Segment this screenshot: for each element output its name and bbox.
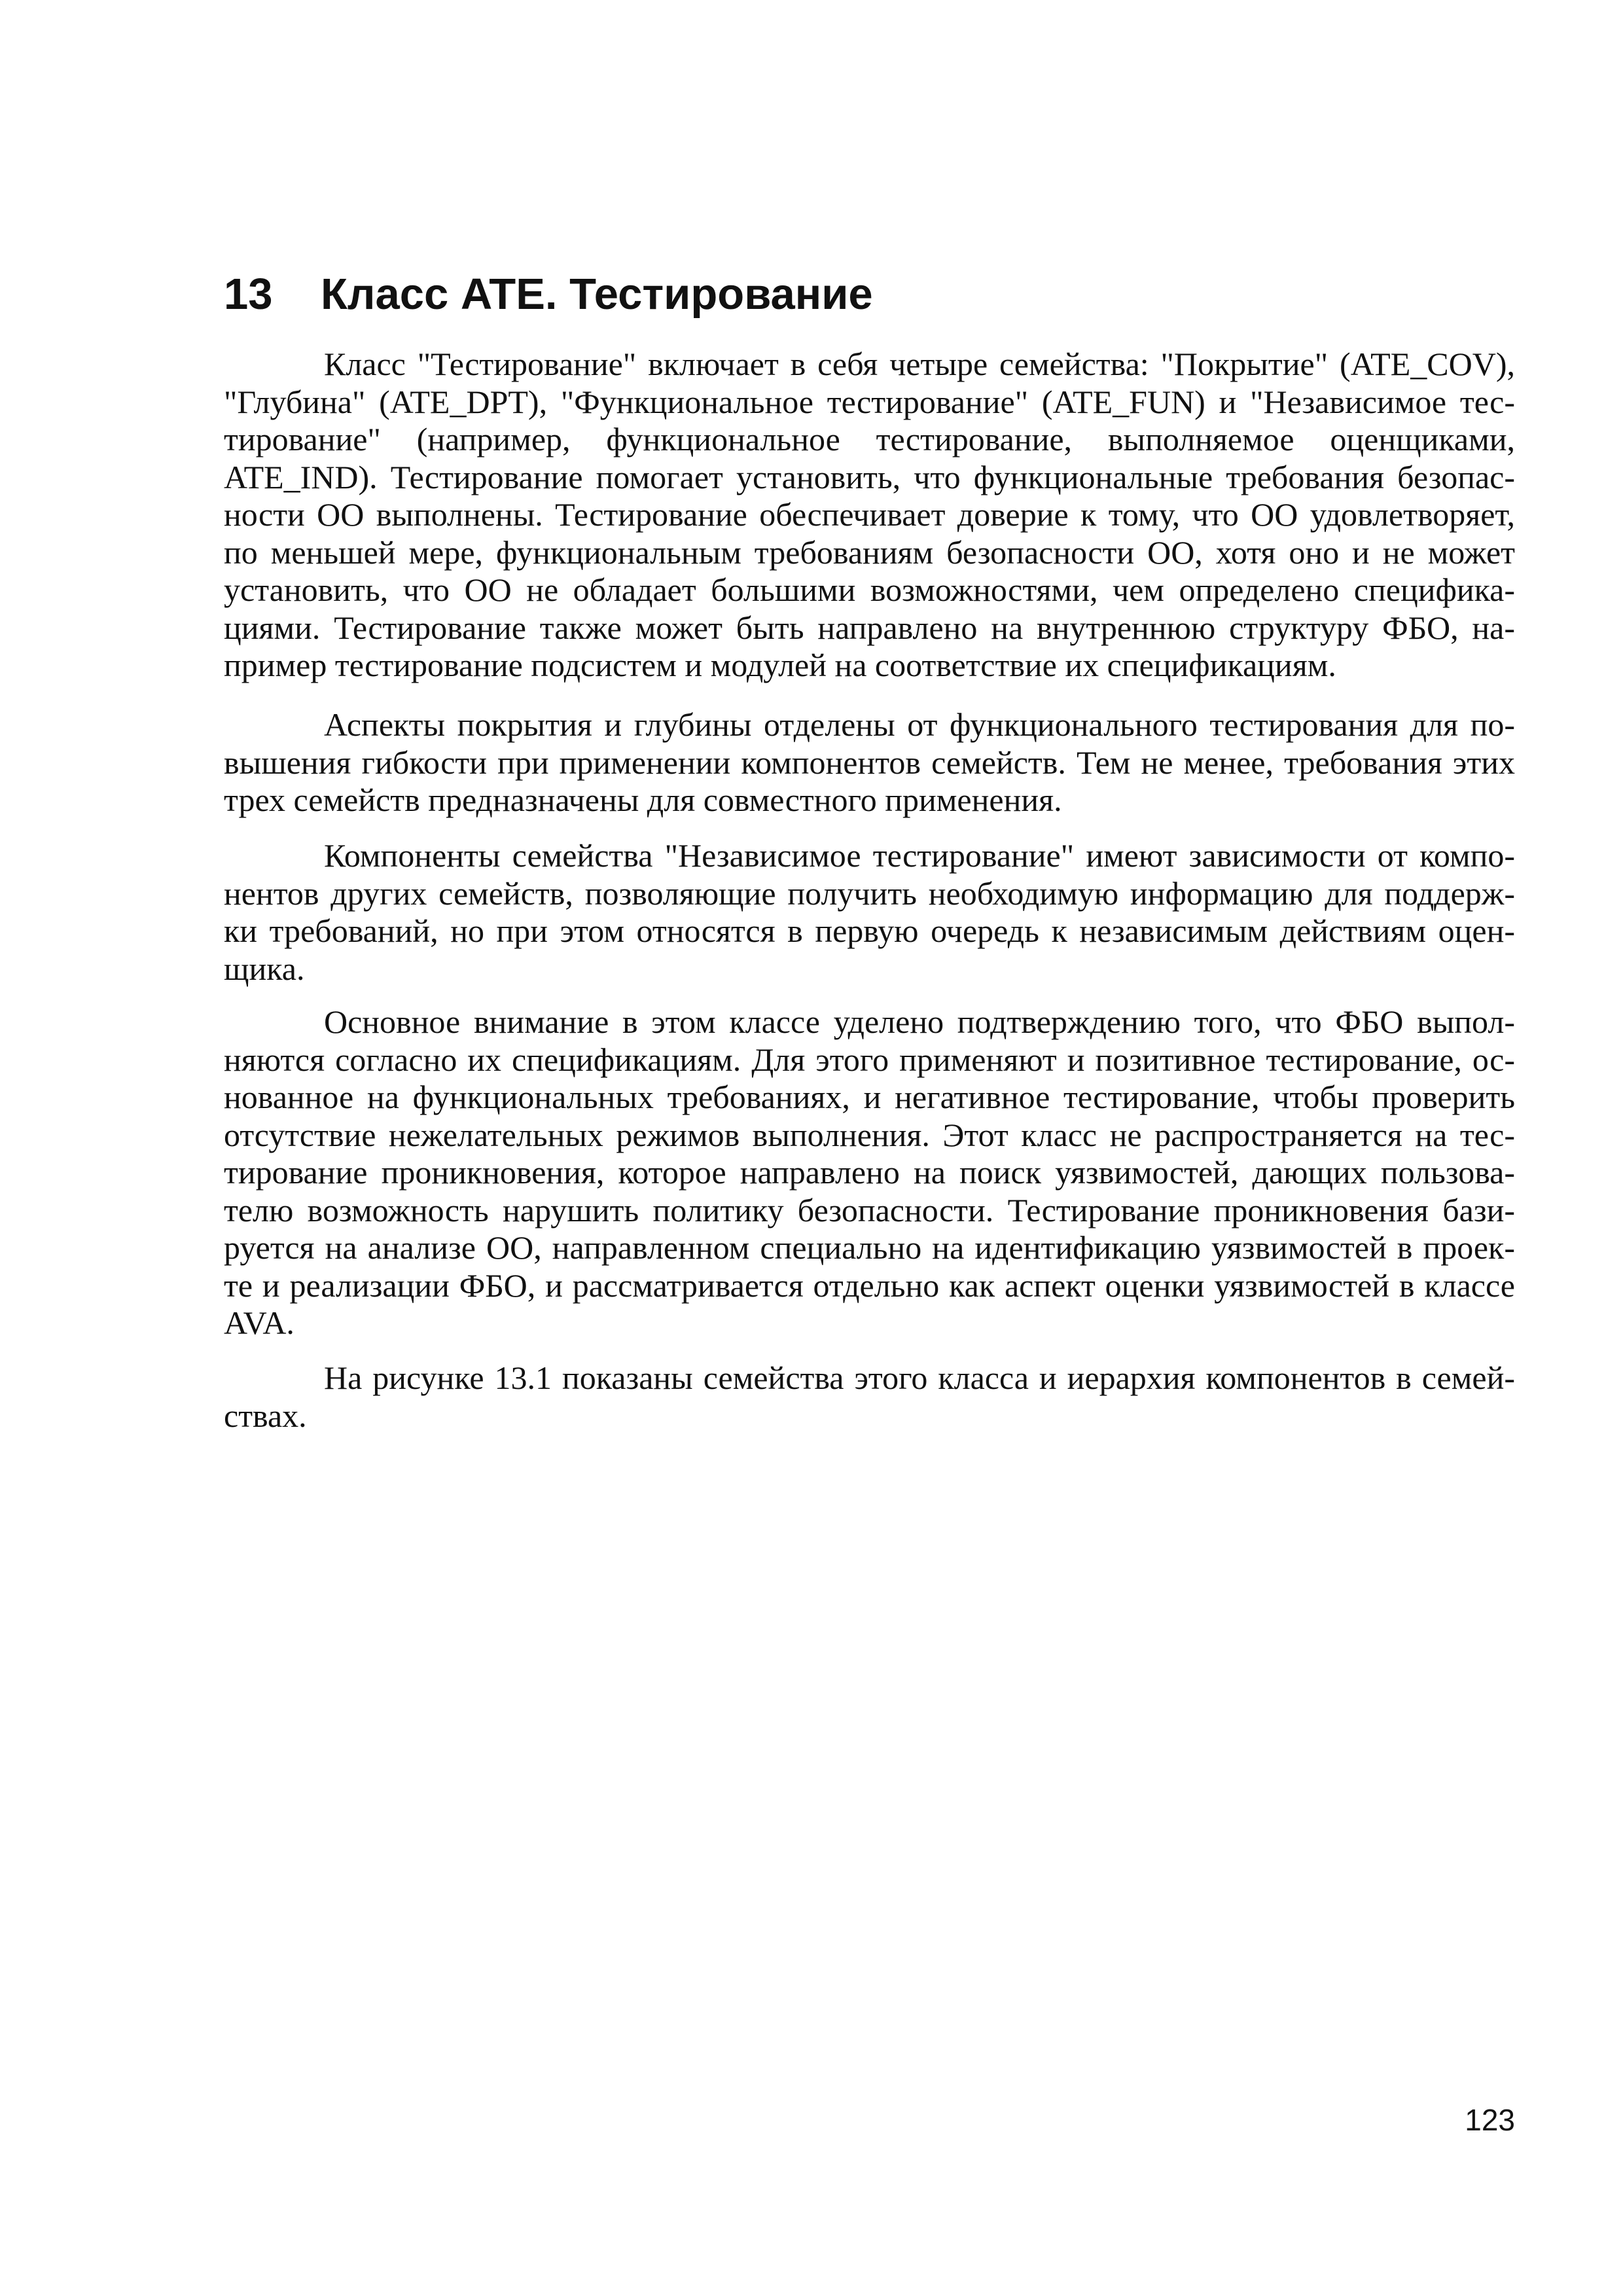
page-number: 123 xyxy=(1465,2103,1515,2137)
text-line: те и реализации ФБО, и рассматривается отдельно как аспект оценки уязвимостей в классе xyxy=(224,1266,1515,1304)
text-line: нованное на функциональных требованиях, и негативное тестирование, чтобы проверить xyxy=(224,1079,1515,1115)
paragraph xyxy=(224,1003,1515,1342)
section-title: Класс ATE. Тестирование xyxy=(321,270,873,319)
text-line: Класс "Тестирование" включает в себя четыре семейства: "Покрытие" (ATE_COV), xyxy=(324,346,1515,382)
text-line: нентов других семейств, позволяющие получить необходимую информацию для поддерж- xyxy=(224,874,1515,912)
text-line: тирование проникновения, которое направлено на поиск уязвимостей, дающих пользова- xyxy=(224,1154,1515,1191)
text-line: AVA. xyxy=(224,1304,294,1341)
section-heading xyxy=(224,268,873,321)
text-line: Аспекты покрытия и глубины отделены от функционального тестирования для по- xyxy=(324,706,1515,743)
text-line: отсутствие нежелательных режимов выполнения. Этот класс не распространяется на тес- xyxy=(224,1116,1515,1153)
text-line: Компоненты семейства "Независимое тестирование" имеют зависимости от компо- xyxy=(324,837,1515,874)
text-line: тирование" (например, функциональное тестирование, выполняемое оценщиками, xyxy=(224,421,1515,457)
paragraph xyxy=(224,837,1515,988)
text-line: телю возможность нарушить политику безопасности. Тестирование проникновения бази- xyxy=(224,1191,1515,1229)
text-line: Основное внимание в этом классе уделено подтверждению того, что ФБО выпол- xyxy=(324,1003,1515,1040)
text-line: На рисунке 13.1 показаны семейства этого класса и иерархия компонентов в семей- xyxy=(324,1359,1515,1396)
text-line: ATE_IND). Тестирование помогает установить, что функциональные требования безопас- xyxy=(224,458,1515,495)
text-line: ности ОО выполнены. Тестирование обеспечивает доверие к тому, что ОО удовлетворяет, xyxy=(224,496,1515,533)
section-number: 13 xyxy=(224,270,273,319)
text-line: вышения гибкости при применении компонентов семейств. Тем не менее, требования этих xyxy=(224,744,1515,781)
text-line: установить, что ОО не обладает большими возможностями, чем определено специфика- xyxy=(224,571,1515,608)
text-line: "Глубина" (ATE_DPT), "Функциональное тестирование" (ATE_FUN) и "Независимое тес- xyxy=(224,383,1515,420)
paragraph xyxy=(224,346,1515,685)
text-line: циями. Тестирование также может быть направлено на внутреннюю структуру ФБО, на- xyxy=(224,609,1515,646)
text-line: трех семейств предназначены для совместного применения. xyxy=(224,781,1062,818)
paragraph xyxy=(224,1359,1515,1435)
text-line: руется на анализе ОО, направленном специально на идентификацию уязвимостей в проек- xyxy=(224,1229,1515,1266)
text-line: щика. xyxy=(224,950,305,987)
text-line: пример тестирование подсистем и модулей на соответствие их спецификациям. xyxy=(224,647,1336,683)
text-line: ки требований, но при этом относятся в первую очередь к независимым действиям оцен- xyxy=(224,912,1515,949)
paragraph xyxy=(224,706,1515,819)
text-line: няются согласно их спецификациям. Для этого применяют и позитивное тестирование, ос- xyxy=(224,1041,1515,1078)
text-line: ствах. xyxy=(224,1397,307,1434)
text-line: по меньшей мере, функциональным требованиям безопасности ОО, хотя оно и не может xyxy=(224,533,1515,571)
